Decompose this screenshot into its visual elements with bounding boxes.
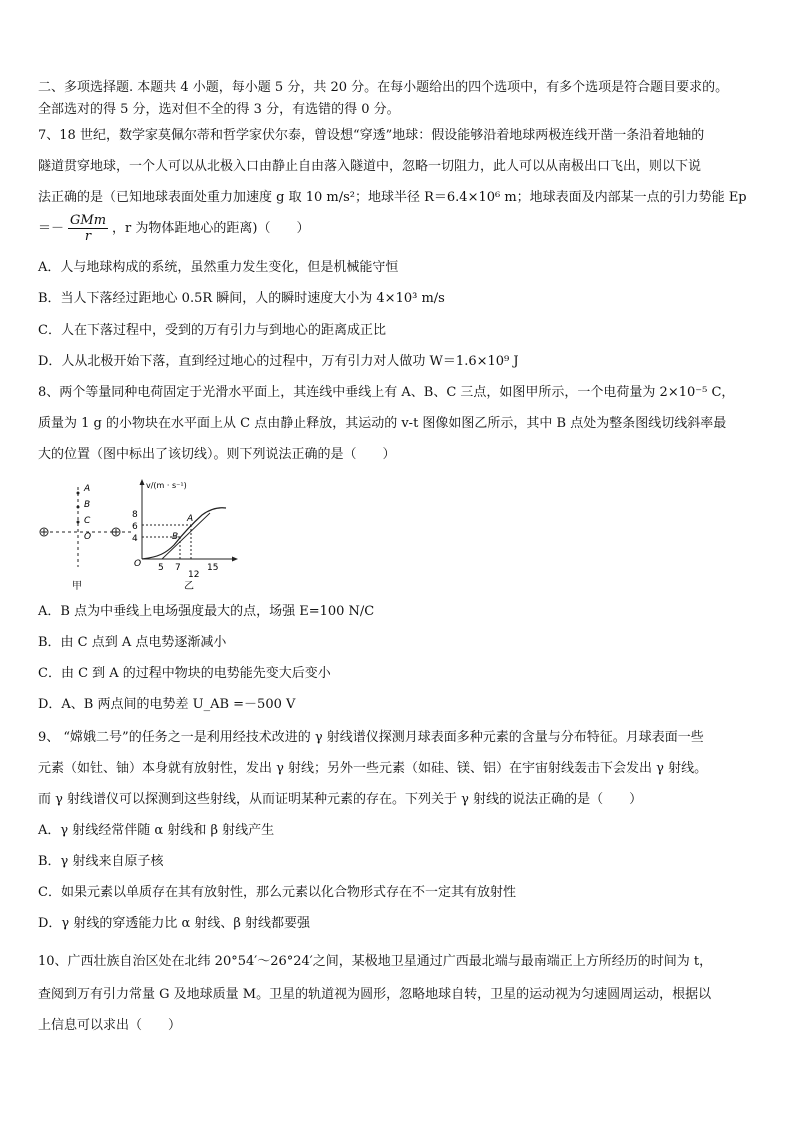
formula-denominator: r [84,229,92,244]
question-stem-line: 10、广西壮族自治区处在北纬 20°54′～26°24′之间，某极地卫星通过广西最北端与最南端正上方所经历的时间为 t， [38,954,713,969]
curve-label-b: B [172,532,179,542]
option-a: A．人与地球构成的系统，虽然重力发生变化，但是机械能守恒 [38,260,399,275]
section-header-line: 全部选对的得 5 分，选对但不全的得 3 分，有选错的得 0 分。 [38,102,400,117]
charge-left-icon [40,528,48,536]
point-label-c: C [84,516,91,526]
question-stem-line: 隧道贯穿地球，一个人可以从北极入口由静止自由落入隧道中，忽略一切阻力，此人可以从南极出口飞出，则以下说 [38,159,702,174]
option-d: D．人从北极开始下落，直到经过地心的过程中，万有引力对人做功 W＝1.6×10⁹ J [38,354,519,369]
graph-origin: O [134,559,142,569]
tangent-line [162,513,210,559]
question-stem-line: 上信息可以求出（ ） [38,1018,182,1033]
option-b: B．由 C 点到 A 点电势逐渐减小 [38,635,227,650]
formula-numerator: GMm [70,213,107,228]
question-stem-line: 而 γ 射线谱仪可以探测到这些射线，从而证明某种元素的存在。下列关于 γ 射线的说法正确的是（ ） [38,792,643,807]
y-tick-8: 8 [132,510,138,520]
vt-graph [132,479,238,592]
y-axis-label: v/(m · s⁻¹) [146,481,187,490]
caption-jia: 甲 [72,581,82,592]
curve-label-a: A [187,514,194,524]
y-tick-4: 4 [132,534,138,544]
option-c: C．由 C 到 A 的过程中物块的电势能先变大后变小 [38,666,331,681]
question-stem-line: 8、两个等量同种电荷固定于光滑水平面上，其连线中垂线上有 A、B、C 三点，如图甲所示，一个电荷量为 2×10⁻⁵ C， [38,385,735,400]
y-tick-6: 6 [132,522,138,532]
option-d: D．A、B 两点间的电势差 U_AB =－500 V [38,697,296,712]
option-d: D．γ 射线的穿透能力比 α 射线、β 射线都要强 [38,916,311,931]
option-b: B．当人下落经过距地心 0.5R 瞬间，人的瞬时速度大小为 4×10³ m/s [38,291,445,306]
x-tick-5: 5 [158,563,164,573]
question-stem-line: 大的位置（图中标出了该切线）。则下列说法正确的是（ ） [38,447,396,462]
x-tick-15: 15 [207,563,219,573]
question-stem-line: 法正确的是（已知地球表面处重力加速度 g 取 10 m/s²；地球半径 R＝6.4×10⁶ m；地球表面及内部某一点的引力势能 Ep [38,190,747,205]
diagram-jia [40,484,134,592]
formula-fraction [68,213,108,244]
charge-right-icon [112,528,120,536]
x-tick-12: 12 [188,570,200,580]
formula-prefix: ＝－ [38,221,65,236]
caption-yi: 乙 [184,581,194,592]
point-label-o: O [84,532,92,542]
vt-curve [142,508,226,559]
point-label-a: A [84,484,91,494]
option-c: C．如果元素以单质存在其有放射性，那么元素以化合物形式存在不一定其有放射性 [38,885,516,900]
question-stem-line: 查阅到万有引力常量 G 及地球质量 M。卫星的轨道视为圆形，忽略地球自转，卫星的运动视为匀速圆周运动，根据以 [38,987,712,1002]
option-c: C．人在下落过程中，受到的万有引力与到地心的距离成正比 [38,323,386,338]
x-tick-7: 7 [175,563,181,573]
question-stem-line: 9、 “嫦娥二号”的任务之一是利用经技术改进的 γ 射线谱仪探测月球表面多种元素的含量与分布特征。月球表面一些 [38,730,704,745]
option-b: B．γ 射线来自原子核 [38,854,164,869]
formula-suffix: ，r 为物体距地心的距离)（ ） [112,221,310,236]
option-a: A．B 点为中垂线上电场强度最大的点，场强 E=100 N/C [38,604,375,619]
question-stem-line: 质量为 1 g 的小物块在水平面上从 C 点由静止释放，其运动的 v-t 图像如图乙所示，其中 B 点处为整条图线切线斜率最 [38,416,727,431]
section-header-line: 二、多项选择题. 本题共 4 小题，每小题 5 分，共 20 分。在每小题给出的四个选项中，有多个选项是符合题目要求的。 [38,80,729,95]
question-stem-line: 7、18 世纪，数学家莫佩尔蒂和哲学家伏尔泰，曾设想“穿透”地球：假设能够沿着地球两极连线开凿一条沿着地轴的 [38,128,705,143]
point-label-b: B [84,500,91,510]
option-a: A．γ 射线经常伴随 α 射线和 β 射线产生 [38,823,275,838]
question-8-figure [34,477,244,601]
question-stem-line: 元素（如钍、铀）本身就有放射性，发出 γ 射线；另外一些元素（如硅、镁、铝）在宇宙射线轰击下会发出 γ 射线。 [38,761,708,776]
formula-line [38,213,764,244]
